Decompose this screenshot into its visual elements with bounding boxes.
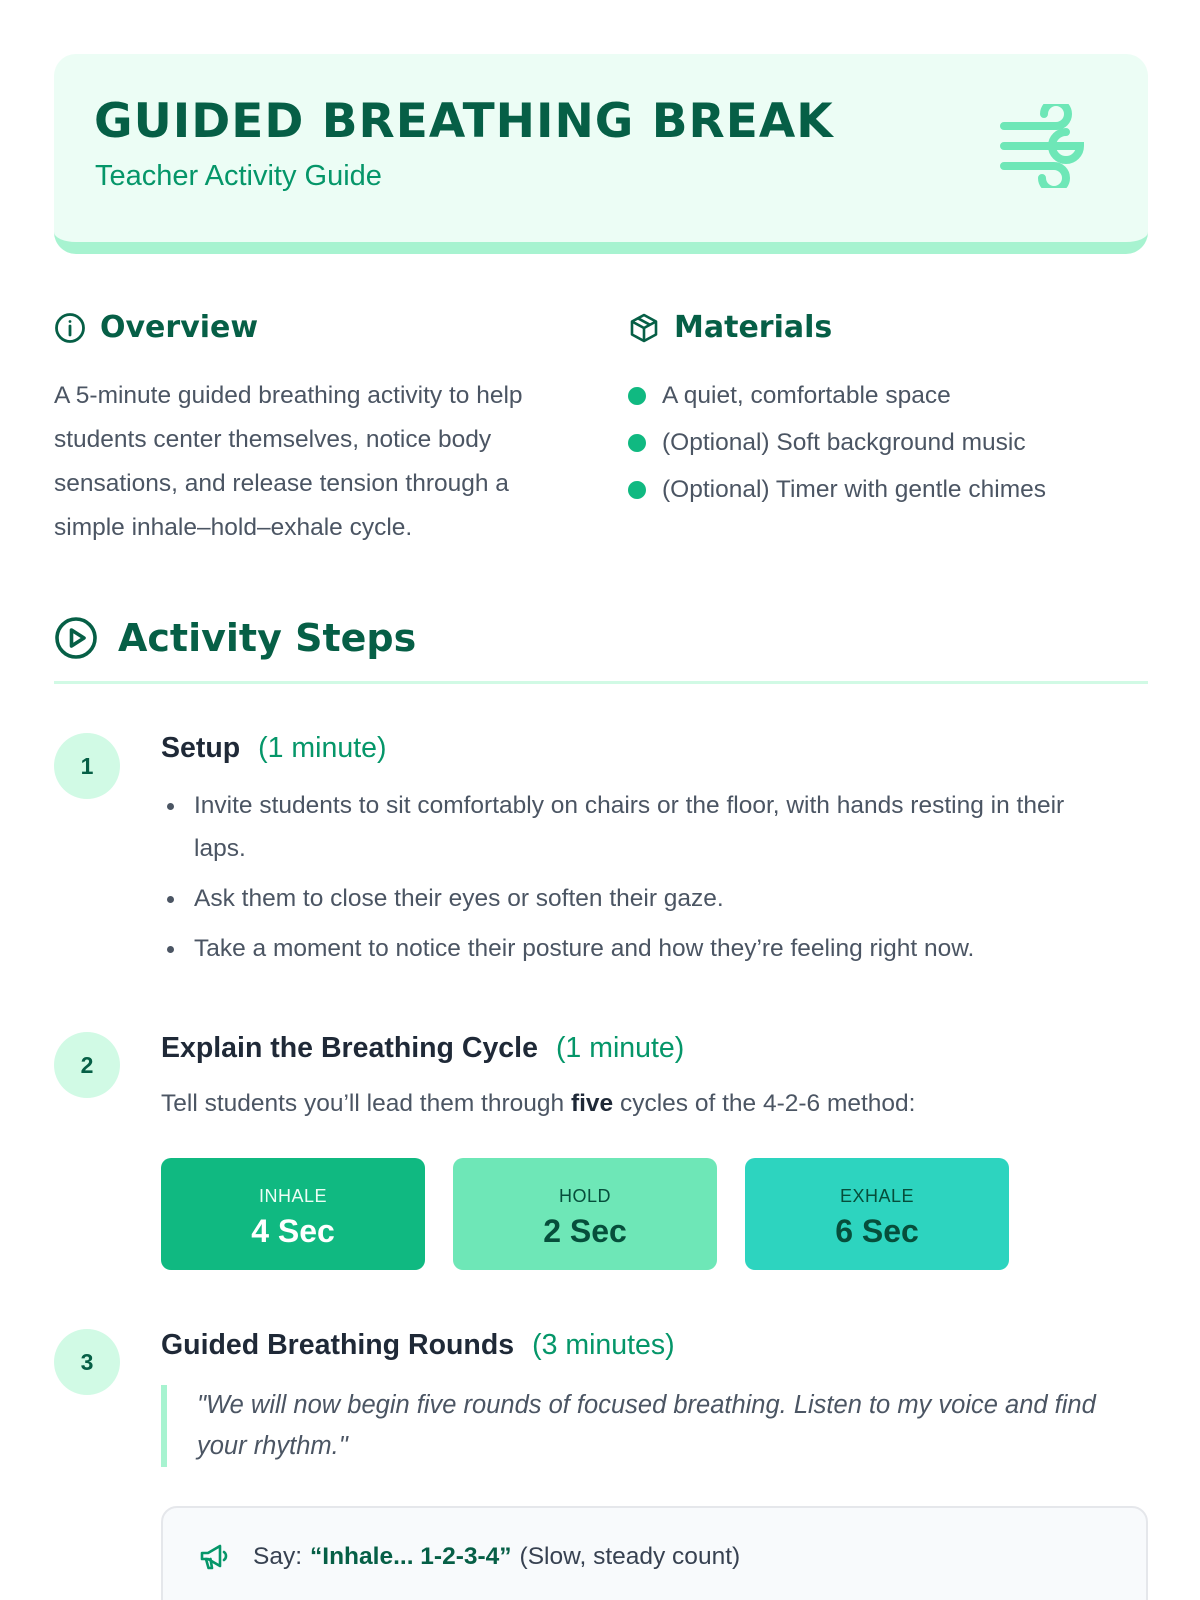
inhale-card: [161, 1158, 425, 1270]
activity-steps-heading: [54, 616, 416, 660]
list-item: (Optional) Timer with gentle chimes: [628, 466, 1168, 513]
phase-duration: 6 Sec: [835, 1213, 919, 1249]
step-duration: (3 minutes): [532, 1329, 675, 1361]
play-circle-icon: [54, 616, 98, 660]
info-icon: [54, 312, 86, 344]
bullet-dot-icon: [628, 434, 646, 452]
overview-heading: [54, 310, 258, 345]
list-item: A quiet, comfortable space: [628, 372, 1168, 419]
teacher-script-quote: "We will now begin five rounds of focused breathing. Listen to my voice and find your rhythm.": [161, 1385, 1121, 1467]
phase-duration: 2 Sec: [543, 1213, 627, 1249]
list-item: Ask them to close their eyes or soften their gaze.: [161, 877, 1121, 920]
phase-duration: 4 Sec: [251, 1213, 335, 1249]
page-subtitle: Teacher Activity Guide: [95, 160, 382, 192]
step-number-2: 2: [54, 1032, 120, 1098]
step-title-3: Guided Breathing Rounds (3 minutes): [161, 1329, 675, 1361]
page-title: GUIDED BREATHING BREAK: [94, 94, 834, 149]
bullet-dot-icon: [628, 387, 646, 405]
wind-icon: [1000, 104, 1108, 188]
phase-label: HOLD: [558, 1186, 611, 1206]
overview-heading-label: Overview: [100, 310, 259, 345]
megaphone-icon: [199, 1542, 229, 1572]
overview-text: A 5-minute guided breathing activity to help students center themselves, notice body sensations, and release tension through a simple inhale–hold–exhale cycle.: [54, 382, 523, 541]
phase-label: INHALE: [258, 1186, 328, 1206]
materials-list: [628, 372, 1168, 513]
list-item: Invite students to sit comfortably on chairs or the floor, with hands resting in their laps.: [161, 784, 1121, 870]
step-duration: (1 minute): [258, 732, 387, 764]
materials-heading-label: Materials: [674, 310, 833, 345]
step-duration: (1 minute): [555, 1032, 685, 1064]
materials-heading: [628, 310, 832, 345]
step-title-1: Setup (1 minute): [161, 732, 387, 764]
hold-card: [453, 1158, 717, 1270]
step-number-1: 1: [54, 733, 120, 799]
step-number-3: 3: [54, 1329, 120, 1395]
say-prompt-box: [161, 1506, 1148, 1600]
step-2-intro: Tell students you’ll lead them through five cycles of the 4-2-6 method:: [161, 1090, 916, 1117]
phase-label: EXHALE: [839, 1186, 915, 1206]
step-1-bullets: [161, 784, 1121, 977]
step-title-2: Explain the Breathing Cycle (1 minute): [161, 1032, 685, 1064]
activity-steps-label: Activity Steps: [118, 616, 417, 660]
say-prompt-line: Say: “Inhale... 1-2-3-4” (Slow, steady count): [199, 1542, 740, 1572]
box-icon: [628, 312, 660, 344]
list-item: (Optional) Soft background music: [628, 419, 1168, 466]
section-divider: [54, 681, 1148, 684]
list-item: Take a moment to notice their posture and how they’re feeling right now.: [161, 927, 1121, 970]
header-card: [54, 54, 1148, 254]
bullet-dot-icon: [628, 481, 646, 499]
exhale-card: [745, 1158, 1009, 1270]
